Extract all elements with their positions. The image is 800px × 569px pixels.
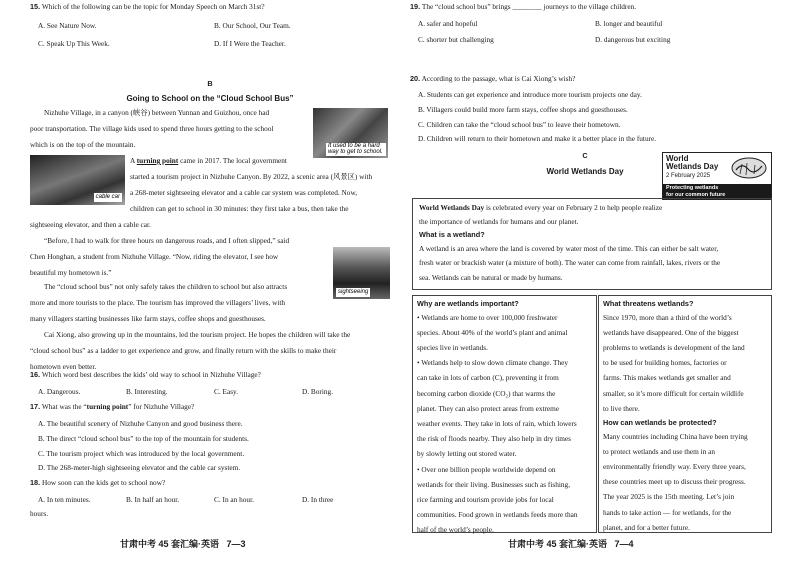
option-a[interactable]: A. safer and hopeful <box>418 18 478 28</box>
box-text-line: species. About 40% of the world’s plant and animal <box>417 327 568 337</box>
question-number: 15. <box>30 2 41 11</box>
intro-bold: World Wetlands Day <box>419 203 485 212</box>
option-d[interactable]: D. The 268-meter-high sightseeing elevator and the cable car system. <box>38 463 241 473</box>
threat-lines <box>603 310 769 416</box>
box-text-line: wetlands for their living. Businesses such as fishing, <box>417 479 571 489</box>
option-c[interactable]: C. Children can take the “cloud school bus” to leave their hometown. <box>418 119 621 129</box>
passage-line: The “cloud school bus” not only safely takes the children to school but also attracts <box>44 282 288 291</box>
passage-b-title: Going to School on the “Cloud School Bus” <box>126 94 294 103</box>
option-d-wrap: hours. <box>30 509 49 519</box>
option-b[interactable]: B. In half an hour. <box>126 494 180 504</box>
passage-line: “Before, I had to walk for three hours on dangerous roads, and I often slipped,” said <box>44 236 290 245</box>
box-text-line: these countries meet up to discuss their progress. <box>603 477 746 487</box>
box-text-line: • Over one billion people worldwide depend on <box>417 464 556 474</box>
photo-caption: sightseeing <box>338 289 369 296</box>
section-c-label: C <box>582 151 588 160</box>
option-a[interactable]: A. The beautiful scenery of Nizhuhe Canyon and good business there. <box>38 418 243 428</box>
option-a[interactable]: A. See Nature Now. <box>38 20 97 30</box>
question-17: 17. What was the “turning point” for Nizhuhe Village? A. The beautiful scenery of Nizhuhe Canyon and good business there. B. The direct “cloud school bus” to the top of the mountain for students. C. The tourism project which was introduced by the local government. D. The 268-meter-high sightseeing elevator and the cable car system. <box>30 402 390 478</box>
passage-line: Nizhuhe Village, in a canyon (峡谷) between Yunnan and Guizhou, once had <box>44 108 270 117</box>
options <box>30 21 390 50</box>
box-text-line: planet, and for a better future. <box>603 522 690 532</box>
passage-line: more and more tourists to the place. The tourism has improved the villagers’ lives, with <box>30 298 286 307</box>
question-16: 16. Which word best describes the kids’ old way to school in Nizhuhe Village? A. Dangerous. B. Interesting. C. Easy. D. Boring. <box>30 370 390 397</box>
photo-sightseeing-elevator <box>333 247 390 299</box>
box-text-line: the risk of floods nearby. They also help in dry times <box>417 434 572 444</box>
option-b[interactable]: B. Villagers could build more farm stays, coffee shops and guesthouses. <box>418 104 628 114</box>
options <box>410 19 772 46</box>
option-d[interactable]: D. dangerous but exciting <box>595 35 671 45</box>
options <box>30 419 390 474</box>
turning-point-term: turning point <box>136 156 179 165</box>
threats-box <box>598 295 772 533</box>
question-18: 18. How soon can the kids get to school now? A. In ten minutes. B. In half an hour. C. In an hour. D. In three hours. <box>30 478 390 520</box>
option-d[interactable]: D. If I Were the Teacher. <box>214 39 286 49</box>
why-heading: Why are wetlands important? <box>417 299 519 308</box>
passage-line: Chen Honghan, a student from Nizhuhe Village. “Now, riding the elevator, I see how <box>30 252 279 261</box>
option-c[interactable]: C. Speak Up This Week. <box>38 39 110 49</box>
option-c[interactable]: C. In an hour. <box>214 494 254 504</box>
passage-line: beautiful my hometown is.” <box>30 268 112 277</box>
passage-line: “cloud school bus” as a ladder to get experience and grow, and finally return with the skills to make their <box>30 346 337 355</box>
box-text-line: weather events. They take in lots of rain, which lowers <box>417 419 577 428</box>
box-text-line: farms. This makes wetlands get smaller and <box>603 373 731 383</box>
question-text: According to the passage, what is Cai Xiong’s wish? <box>421 74 576 83</box>
box-text-line: to be used for building homes, factories or <box>603 358 727 368</box>
option-d[interactable]: D. In three <box>302 494 334 504</box>
photo-caption: It used to be a hard way to get to school. <box>326 143 386 156</box>
box-text-line: • Wetlands help to slow down climate change. They <box>417 358 569 368</box>
passage-line: started a tourism project in Nizhuhe Canyon. By 2022, a scenic area (风景区) with <box>130 172 373 181</box>
option-a[interactable]: A. Dangerous. <box>38 386 81 396</box>
box-text-line: hands to take action — for wetlands, for the <box>603 507 732 517</box>
box-text-line: by slowly letting out stored water. <box>417 449 517 459</box>
passage-line: many villagers starting businesses like farm stays, coffee shops and guesthouses. <box>30 314 266 323</box>
box-text-line: Since 1970, more than a third of the world’s <box>603 312 732 322</box>
option-c[interactable]: C. Easy. <box>214 386 239 396</box>
page-footer: 甘肃中考 45 套汇编·英语 7—4 <box>508 539 634 549</box>
wetland-illustration-icon <box>730 156 768 180</box>
passage-line: Cai Xiong, also growing up in the mountains, led the tourism project. He hopes the children will take the <box>44 330 351 339</box>
protect-lines <box>603 429 769 535</box>
option-a[interactable]: A. In ten minutes. <box>38 494 91 504</box>
box-text-line: communities. Food grown in wetlands feeds more than <box>417 510 578 520</box>
question-19: 19. The “cloud school bus” brings ________ journeys to the village children. A. safer and hopeful B. longer and beautiful C. shorter but challenging D. dangerous but exciting <box>410 2 772 46</box>
passage-c-title: World Wetlands Day <box>546 167 624 176</box>
box-text-line: environmentally friendly way. Every three years, <box>603 461 746 471</box>
box-text-line: Many countries including China have been trying <box>603 431 748 441</box>
question-20: 20. According to the passage, what is Cai Xiong’s wish? A. Students can get experience and introduce more tourism projects one day. B. Villagers could build more farm stays, coffee shops and guesthouses. C. Children can take the “cloud school bus” to leave their hometown. D. Children will return to their hometown and make it a better place in the future. <box>410 74 772 149</box>
box-text-line: rice farming and tourism provide jobs for local <box>417 495 554 505</box>
intro-box: World Wetlands Day is celebrated every year on February 2 to help people realize the importance of wetlands for humans and our planet. What is a wetland? A wetland is an area where the land is covered by water most of the time. This can either be salt water, fresh water or brackish water (a mixture of both). The water can come from rainfall, lakes, rivers or the sea. Wetlands can be natural or made by humans. <box>412 198 772 290</box>
what-is-wetland-heading: What is a wetland? <box>419 230 485 240</box>
page-number: 7—4 <box>614 539 634 549</box>
why-lines <box>417 310 593 538</box>
box-text-line: becoming carbon dioxide (CO₂) that warms the <box>417 388 556 398</box>
question-text: The “cloud school bus” brings ________ journeys to the village children. <box>421 2 637 11</box>
box-text-line: species live in wetlands. <box>417 342 488 352</box>
protect-heading: How can wetlands be protected? <box>603 418 717 427</box>
question-text: How soon can the kids get to school now? <box>41 478 166 487</box>
passage-line: sightseeing elevator, and then a cable car. <box>30 220 151 229</box>
option-b[interactable]: B. Our School, Our Team. <box>214 20 291 30</box>
section-b-label: B <box>207 79 213 88</box>
option-d[interactable]: D. Boring. <box>302 386 334 396</box>
box-text-line: The year 2025 is the 15th meeting. Let’s join <box>603 492 735 502</box>
option-b[interactable]: B. Interesting. <box>126 386 168 396</box>
photo-cable-car <box>30 155 125 205</box>
turning-point-term: turning point <box>86 402 129 411</box>
passage-line: poor transportation. The village kids used to spend three hours getting to the school <box>30 124 274 133</box>
photo-caption: cable car <box>95 194 120 201</box>
world-wetlands-day-logo: World Wetlands Day 2 February 2025 Protecting wetlands for our common future <box>662 152 772 200</box>
box-text-line: wetlands have disappeared. One of the biggest <box>603 327 739 337</box>
question-text: Which of the following can be the topic for Monday Speech on March 31st? <box>41 2 265 11</box>
page-number: 7—3 <box>226 539 246 549</box>
box-text-line: • Wetlands are home to over 100,000 freshwater <box>417 312 558 322</box>
passage-line: a 268-meter sightseeing elevator and a cable car system was completed. Now, <box>130 188 358 197</box>
why-important-box <box>412 295 597 533</box>
option-d[interactable]: D. Children will return to their hometown and make it a better place in the future. <box>418 134 657 144</box>
option-c[interactable]: C. shorter but challenging <box>418 35 494 45</box>
box-text-line: problems to wetlands is development of the land <box>603 342 745 352</box>
box-text-line: to live there. <box>603 403 640 413</box>
options <box>30 495 390 506</box>
passage-line: A turning point came in 2017. The local government <box>130 156 287 165</box>
option-a[interactable]: A. Students can get experience and introduce more tourism projects one day. <box>418 89 642 99</box>
box-text-line: planet. They can also protect areas from extreme <box>417 403 560 413</box>
page-footer: 甘肃中考 45 套汇编·英语 7—3 <box>120 539 246 549</box>
question-15 <box>30 2 390 50</box>
question-text: Which word best describes the kids’ old way to school in Nizhuhe Village? <box>41 370 261 379</box>
option-b[interactable]: B. longer and beautiful <box>595 18 663 28</box>
threats-heading: What threatens wetlands? <box>603 299 694 308</box>
box-text-line: half of the world’s people. <box>417 525 494 535</box>
photo-old-path <box>313 108 388 158</box>
options <box>410 90 772 145</box>
option-b[interactable]: B. The direct “cloud school bus” to the top of the mountain for students. <box>38 433 249 443</box>
option-c[interactable]: C. The tourism project which was introduced by the local government. <box>38 448 245 458</box>
box-text-line: smaller, so it’s more difficult for certain wildlife <box>603 388 744 398</box>
box-text-line: to protect wetlands and use them in an <box>603 446 716 456</box>
passage-line: which is on the top of the mountain. <box>30 140 136 149</box>
options <box>30 387 390 398</box>
passage-line: hometown even better. <box>30 362 97 371</box>
box-text-line: can take in lots of carbon (C), preventing it from <box>417 373 559 383</box>
passage-line: children can get to school in 30 minutes: they first take a bus, then take the <box>130 204 349 213</box>
